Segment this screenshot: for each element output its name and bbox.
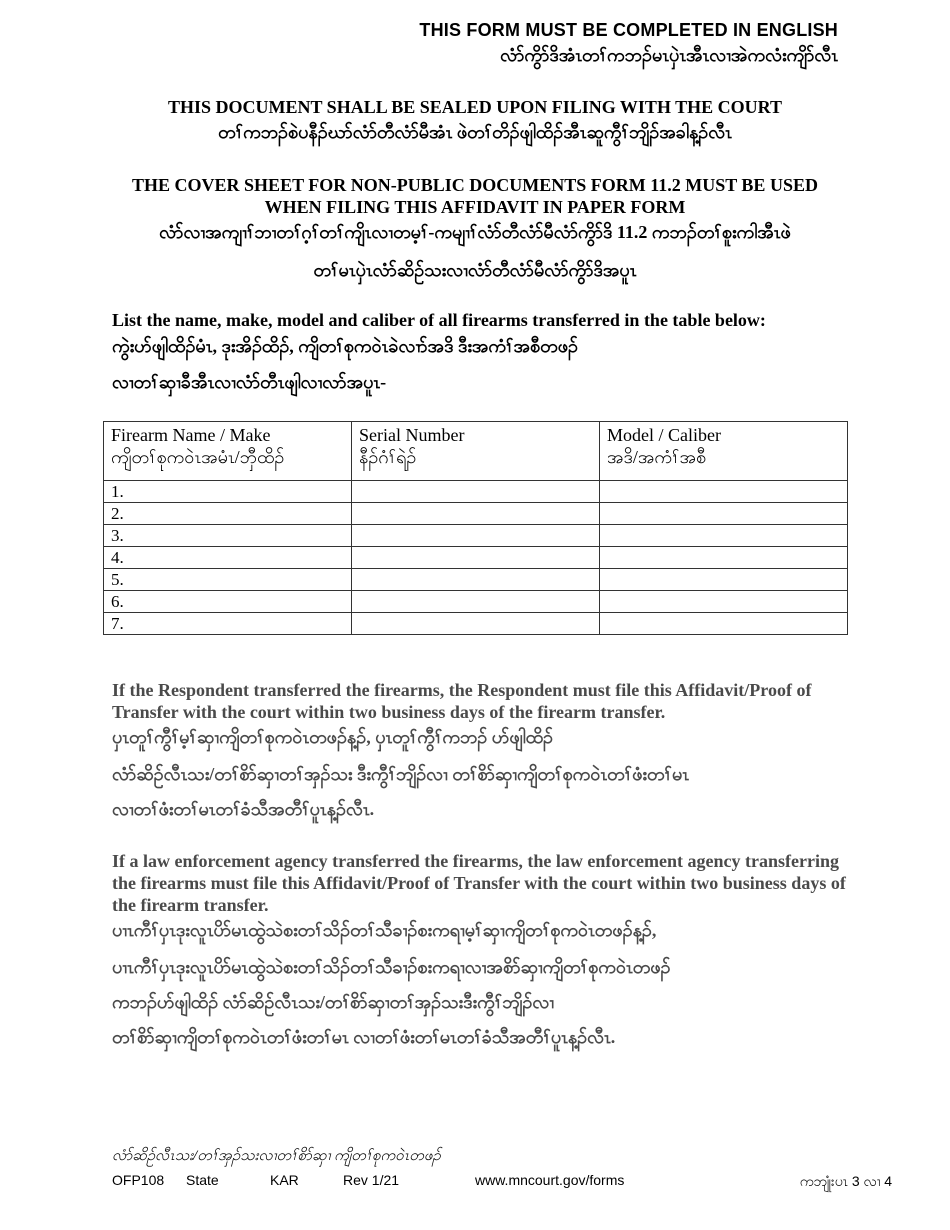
column-header-english: Model / Caliber xyxy=(607,425,721,445)
list-instruction-karen-line1: ကွဲးဟ်ဖျါထိၣ်မံၤ, ဒုးအိၣ်ထိၣ်, ကျိတၢ်စုကဝဲၤခဲလၢာ်အဒိ ဒီးအကံၢ်အစီတဖၣ် xyxy=(112,336,578,356)
table-row xyxy=(104,547,848,569)
model-caliber-cell[interactable] xyxy=(600,547,848,569)
serial-number-cell[interactable] xyxy=(352,503,600,525)
firearm-name-cell[interactable]: 1. xyxy=(104,481,352,503)
respondent-instruction-english: If the Respondent transferred the firearms, the Respondent must file this Affidavit/Proof of Transfer with the court within two business days of the firearm transfer. xyxy=(112,680,812,722)
table-header-row xyxy=(104,422,848,481)
law-enforcement-instruction-karen-line3: ကဘၣ်ဟ်ဖျါထိၣ် လံာ်ဆိဉ်လီၤသး/တၢ်စိာ်ဆှၢတၢ်အှၣ်သးဒီးကွီၢ်ဘျိၣ်လၢ xyxy=(112,992,554,1012)
column-header-english: Firearm Name / Make xyxy=(111,425,271,445)
footer-form-number: OFP108 xyxy=(112,1172,165,1188)
cover-sheet-notice-english-line2: WHEN FILING THIS AFFIDAVIT IN PAPER FORM xyxy=(264,197,686,217)
model-caliber-cell[interactable] xyxy=(600,613,848,635)
list-instruction-english: List the name, make, model and caliber of all firearms transferred in the table below: xyxy=(112,310,766,330)
respondent-instruction-karen-line3: လၢတၢ်ဖံးတၢ်မၤတၢ်ခံသီအတီၢ်ပူၤန့ၣ်လီၤ. xyxy=(112,799,375,819)
footer-state: State xyxy=(186,1172,219,1188)
serial-number-cell[interactable] xyxy=(352,591,600,613)
column-header-karen: ကျိတၢ်စုကဝဲၤအမံၤ/ဘှီထိၣ် xyxy=(111,447,285,467)
footer-forms-link[interactable]: www.mncourt.gov/forms xyxy=(475,1172,625,1188)
english-completion-notice: THIS FORM MUST BE COMPLETED IN ENGLISH xyxy=(419,20,838,40)
column-header-firearm-name xyxy=(104,422,352,481)
firearm-name-cell[interactable]: 4. xyxy=(104,547,352,569)
footer-language: KAR xyxy=(270,1172,299,1188)
law-enforcement-instruction-karen-line4: တၢ်စိာ်ဆှၢကျိတၢ်စုကဝဲၤတၢ်ဖံးတၢ်မၤ လၢတၢ်ဖံးတၢ်မၤတၢ်ခံသီအတီၢ်ပူၤန့ၣ်လီၤ. xyxy=(112,1027,616,1047)
serial-number-cell[interactable] xyxy=(352,613,600,635)
table-row xyxy=(104,503,848,525)
model-caliber-cell[interactable] xyxy=(600,525,848,547)
footer-page-number: ကဘျုံးပၤ 3 လၢ 4 xyxy=(799,1173,892,1189)
serial-number-cell[interactable] xyxy=(352,481,600,503)
law-enforcement-instruction-karen-line2: ပၢၤကီၢ်ပှၤဒုးလူၤပိာ်မၤထွဲသဲစးတၢ်သိၣ်တၢ်သီခၢၣ်စးကရၢလၢအစိာ်ဆှၢကျိတၢ်စုကဝဲၤတဖၣ် xyxy=(112,957,671,977)
table-row xyxy=(104,591,848,613)
firearms-table xyxy=(103,421,848,635)
table-row xyxy=(104,525,848,547)
column-header-serial-number xyxy=(352,422,600,481)
sealed-notice-karen: တၢ်ကဘၣ်စဲပနီၣ်ဃာ်လံာ်တီလံာ်မီအံၤ ဖဲတၢ်တိၣ်ဖျါထိၣ်အီၤဆူကွီၢ်ဘျိၣ်အခါန့ၣ်လီၤ xyxy=(218,122,732,142)
firearm-name-cell[interactable]: 5. xyxy=(104,569,352,591)
cover-sheet-notice-english-line1: THE COVER SHEET FOR NON-PUBLIC DOCUMENTS FORM 11.2 MUST BE USED xyxy=(132,175,818,195)
model-caliber-cell[interactable] xyxy=(600,591,848,613)
table-row xyxy=(104,481,848,503)
karen-completion-notice: လံာ်ကွိာ်ဒိအံၤတၢ်ကဘၣ်မၤပှဲၤအီၤလၢအဲကလံးကျိာ်လီၤ xyxy=(500,45,838,65)
cover-sheet-notice-karen-line2: တၢ်မၤပှဲၤလံာ်ဆိဉ်သးလၢလံာ်တီလံာ်မီလံာ်ကွိာ်ဒိအပူၤ xyxy=(313,260,637,280)
sealed-notice-english: THIS DOCUMENT SHALL BE SEALED UPON FILING WITH THE COURT xyxy=(167,97,782,117)
respondent-instruction-karen-line2: လံာ်ဆိဉ်လီၤသး/တၢ်စိာ်ဆှၢတၢ်အှၣ်သး ဒီးကွီၢ်ဘျိၣ်လၢ တၢ်စိာ်ဆှၢကျိတၢ်စုကဝဲၤတၢ်ဖံးတၢ်မၤ xyxy=(112,764,690,784)
column-header-karen: အဒိ/အကံၢ်အစီ xyxy=(607,447,707,467)
firearm-name-cell[interactable]: 6. xyxy=(104,591,352,613)
respondent-instruction-karen-line1: ပှၤတူၢ်ကွီၢ်မ့ၢ်ဆှၢကျိတၢ်စုကဝဲၤတဖၣ်န့ၣ်, ပှၤတူၢ်ကွီၢ်ကဘၣ် ဟ်ဖျါထိၣ် xyxy=(112,727,554,747)
column-header-english: Serial Number xyxy=(359,425,465,445)
serial-number-cell[interactable] xyxy=(352,525,600,547)
model-caliber-cell[interactable] xyxy=(600,503,848,525)
model-caliber-cell[interactable] xyxy=(600,569,848,591)
model-caliber-cell[interactable] xyxy=(600,481,848,503)
firearm-name-cell[interactable]: 3. xyxy=(104,525,352,547)
serial-number-cell[interactable] xyxy=(352,569,600,591)
firearm-name-cell[interactable]: 7. xyxy=(104,613,352,635)
table-row xyxy=(104,613,848,635)
footer-revision: Rev 1/21 xyxy=(343,1172,400,1188)
table-row xyxy=(104,569,848,591)
serial-number-cell[interactable] xyxy=(352,547,600,569)
firearm-name-cell[interactable]: 2. xyxy=(104,503,352,525)
list-instruction-karen-line2: လၢတၢ်ဆှၢခီအီၤလၢလံာ်တီၤဖျါလၢလာ်အပူၤ- xyxy=(112,372,387,392)
column-header-model-caliber xyxy=(600,422,848,481)
law-enforcement-instruction-karen-line1: ပၢၤကီၢ်ပှၤဒုးလူၤပိာ်မၤထွဲသဲစးတၢ်သိၣ်တၢ်သီခၢၣ်စးကရၢမ့ၢ်ဆှၢကျိတၢ်စုကဝဲၤတဖၣ်န့ၣ်, xyxy=(112,920,657,940)
footer-form-title: လံာ်ဆိဉ်လီၤသး/တၢ်အှၣ်သးလၢတၢ်စိာ်ဆှၢ ကျိတၢ်စုကဝဲၤတဖၣ် xyxy=(112,1148,441,1164)
law-enforcement-instruction-english: If a law enforcement agency transferred the firearms, the law enforcement agency transferring the firearms must file this Affidavit/Proof of Transfer with the court within two business days of the firearm transfer. xyxy=(112,851,846,915)
column-header-karen: နီၣ်ဂံၢ်ရဲၣ် xyxy=(359,447,417,467)
cover-sheet-notice-karen-line1: လံာ်လၢအကျၢၢ်ဘၢတၢ်ဂ့ၢ်တၢ်ကျိၤလၢတမ့ၢ်-ကမျၢၢ်လံာ်တီလံာ်မီလံာ်ကွိာ်ဒိ 11.2 ကဘၣ်တၢ်စူးကါအီၤဖဲ xyxy=(159,222,791,242)
